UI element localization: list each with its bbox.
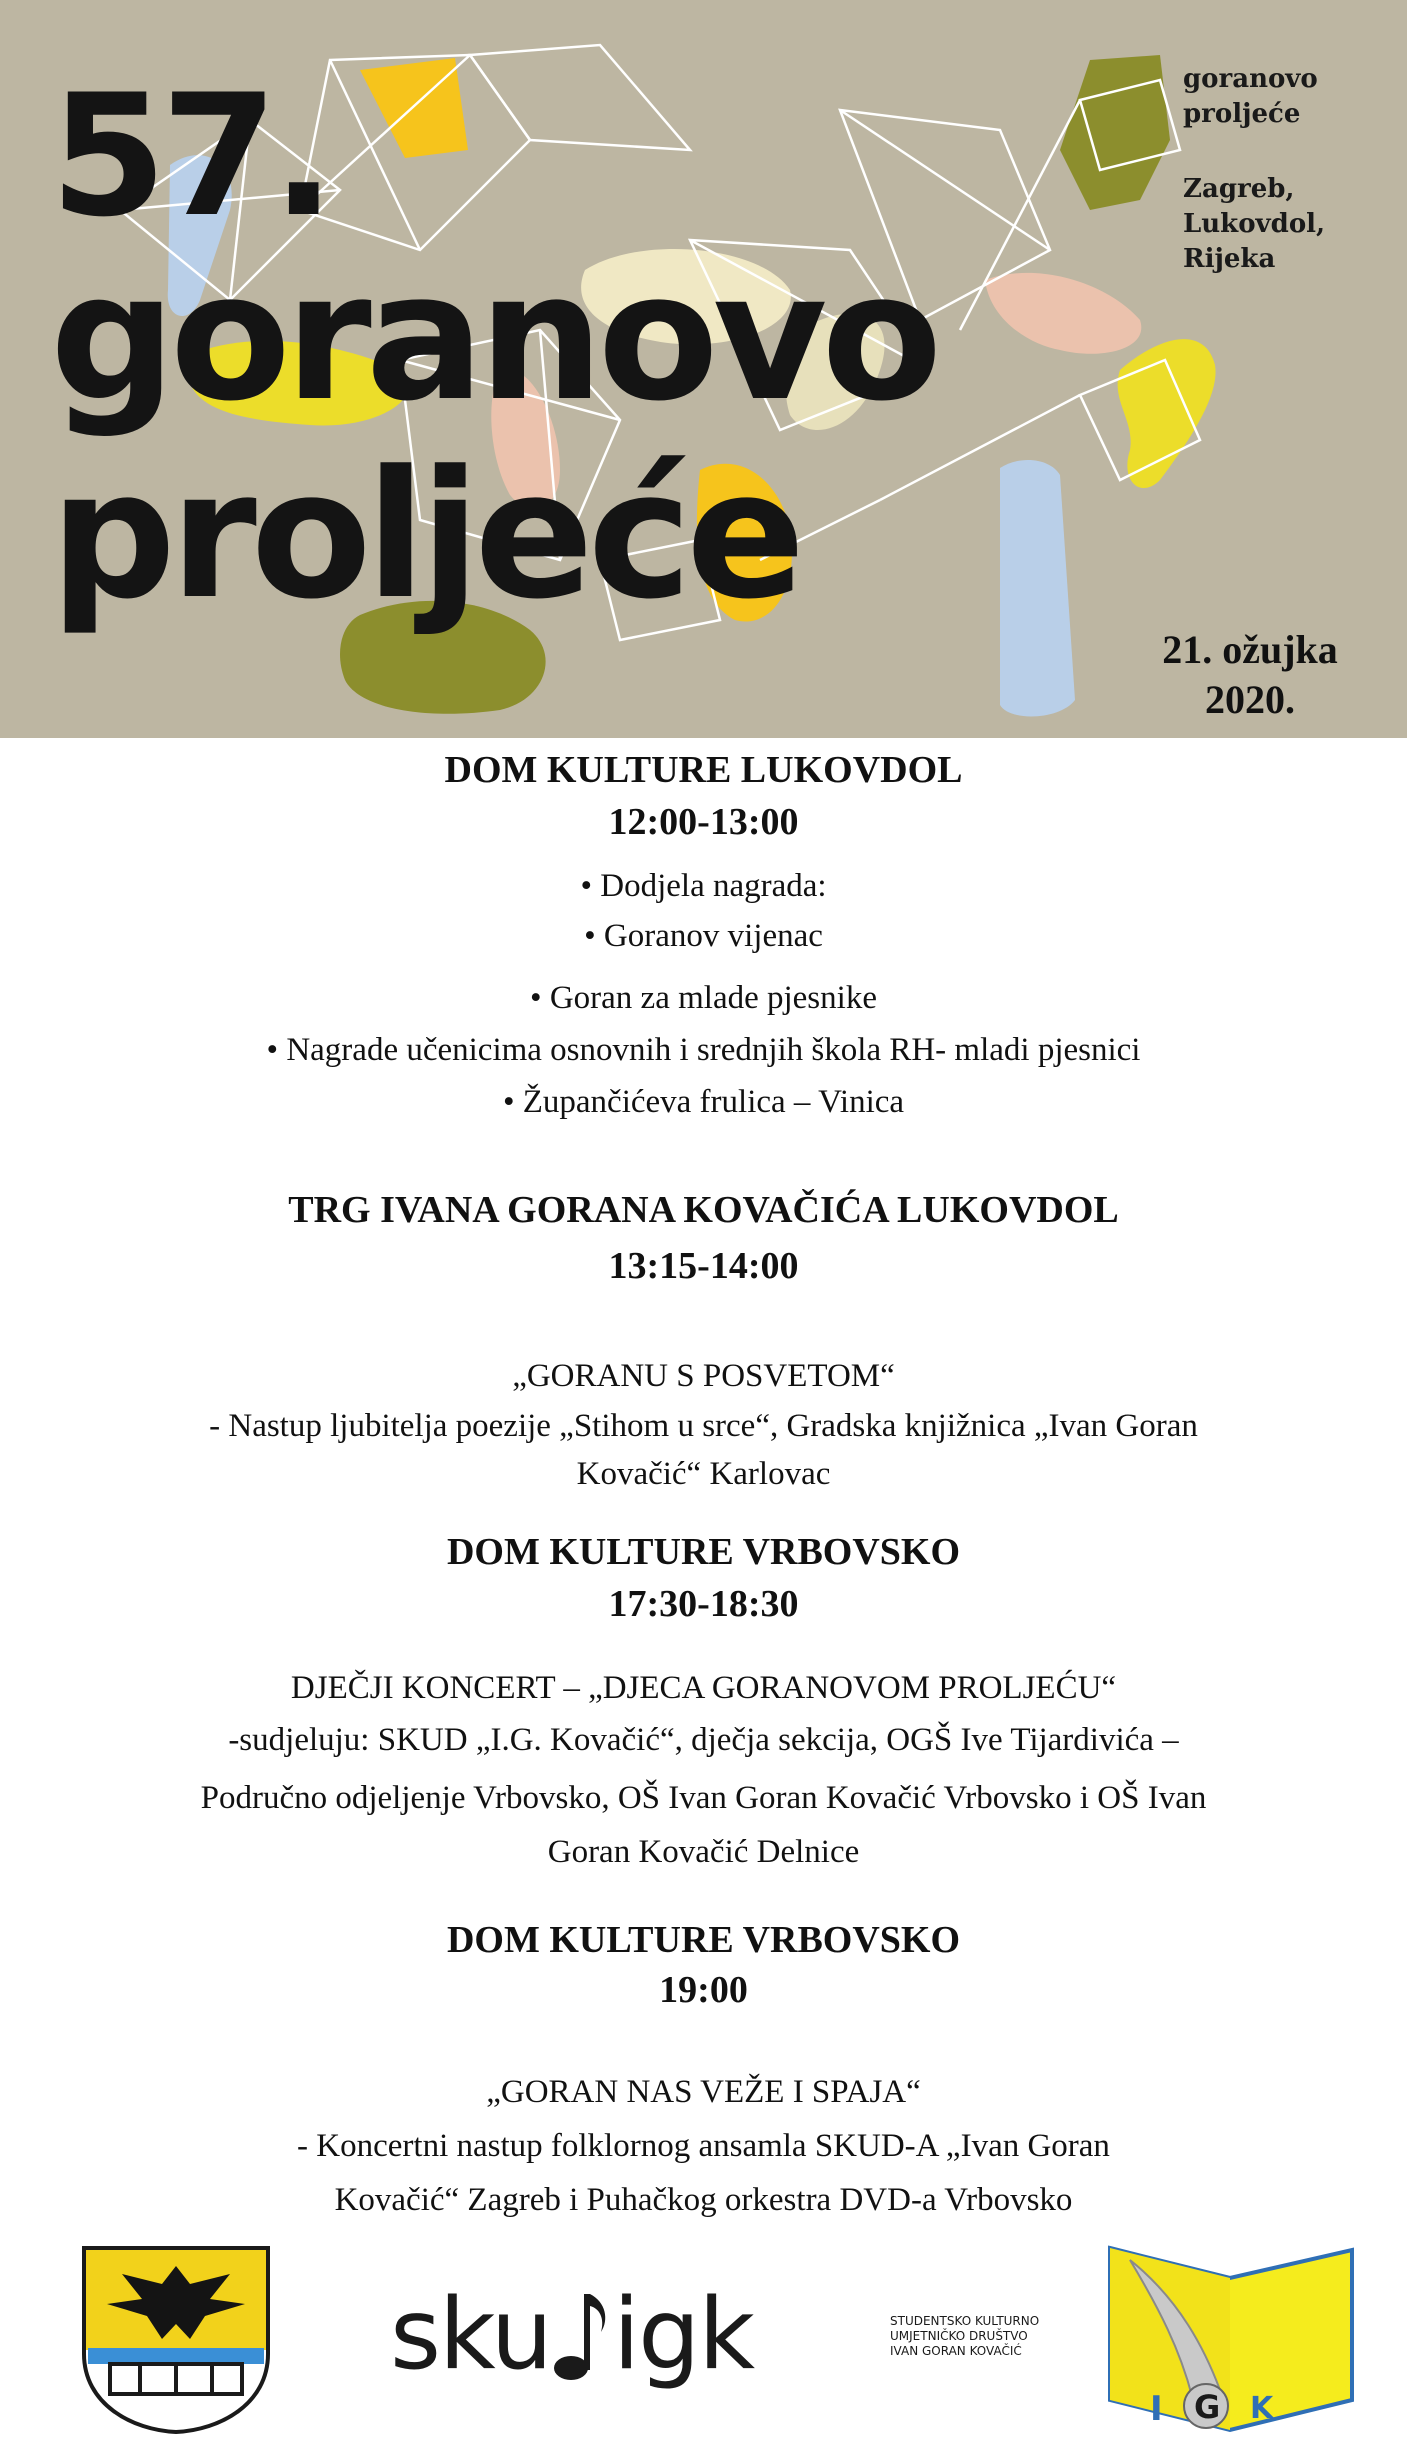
list-item-text: Nagrade učenicima osnovnih i srednjih škola RH- mladi pjesnici xyxy=(286,1032,1141,1068)
program-line: - Nastup ljubitelja poezije „Stihom u srce“, Gradska knjižnica „Ivan Goran xyxy=(209,1408,1198,1444)
igk-letter: G xyxy=(1194,2388,1221,2426)
program-line: DJEČJI KONCERT – „DJECA GORANOVOM PROLJEĆU“ xyxy=(290,1670,1117,1706)
list-item: • Nagrade učenicima osnovnih i srednjih škola RH- mladi pjesnici xyxy=(266,1032,1141,1068)
list-item-text: Goranov vijenac xyxy=(603,918,823,954)
title-line-goranovo: goranovo xyxy=(50,235,937,440)
caption-line: UMJETNIČKO DRUŠTVO xyxy=(890,2329,1028,2343)
city-label: Lukovdol, xyxy=(1183,209,1326,239)
side-title-line: proljeće xyxy=(1183,99,1301,129)
venue-heading: DOM KULTURE VRBOVSKO xyxy=(446,1919,961,1961)
program-line: Kovačić“ Karlovac xyxy=(576,1456,831,1492)
event-date xyxy=(1100,625,1400,725)
program-line: Kovačić“ Zagreb i Puhačkog orkestra DVD-a Vrbovsko xyxy=(334,2182,1073,2218)
coat-of-arms-icon xyxy=(80,2244,272,2434)
caption-line: IVAN GORAN KOVAČIĆ xyxy=(890,2344,1022,2358)
city-label: Zagreb, xyxy=(1183,174,1295,204)
skud-caption xyxy=(890,2314,1039,2359)
title-line-proljece: proljeće xyxy=(50,433,800,638)
side-cities xyxy=(1183,172,1325,277)
skud-wordmark-right: igk xyxy=(612,2278,754,2392)
time-heading: 19:00 xyxy=(659,1969,748,2011)
program-line: „GORANU S POSVETOM“ xyxy=(512,1358,895,1394)
sponsor-logos xyxy=(0,2240,1407,2440)
list-item-text: Dodjela nagrada: xyxy=(600,868,827,904)
program-line: - Koncertni nastup folklornog ansamla SKUD-A „Ivan Goran xyxy=(297,2128,1110,2164)
time-heading: 17:30-18:30 xyxy=(608,1583,799,1625)
program-line: „GORAN NAS VEŽE I SPAJA“ xyxy=(486,2074,921,2110)
igk-library-logo-icon xyxy=(1100,2240,1362,2436)
list-item-text: Župančićeva frulica – Vinica xyxy=(522,1084,905,1120)
list-item: • Goran za mlade pjesnike xyxy=(530,980,877,1016)
caption-line: STUDENTSKO KULTURNO xyxy=(890,2314,1040,2328)
list-item: • Goranov vijenac xyxy=(584,918,823,954)
time-heading: 13:15-14:00 xyxy=(608,1245,799,1287)
date-line: 21. ožujka xyxy=(1162,627,1338,672)
side-title xyxy=(1183,62,1318,132)
skud-wordmark-left: sku xyxy=(390,2278,551,2392)
list-item: • Župančićeva frulica – Vinica xyxy=(502,1084,905,1120)
venue-heading: TRG IVANA GORANA KOVAČIĆA LUKOVDOL xyxy=(288,1189,1119,1231)
date-line: 2020. xyxy=(1205,677,1295,722)
poster-banner xyxy=(0,0,1407,738)
list-item-text: Goran za mlade pjesnike xyxy=(549,980,877,1016)
igk-letter: I xyxy=(1150,2389,1163,2429)
venue-heading: DOM KULTURE LUKOVDOL xyxy=(444,749,963,791)
venue-heading: DOM KULTURE VRBOVSKO xyxy=(446,1531,961,1573)
city-label: Rijeka xyxy=(1183,244,1276,274)
igk-letter: K xyxy=(1250,2391,1274,2426)
skud-logo xyxy=(390,2280,753,2400)
program-line: -sudjeluju: SKUD „I.G. Kovačić“, dječja sekcija, OGŠ Ive Tijardivića – xyxy=(228,1722,1179,1758)
list-item: • Dodjela nagrada: xyxy=(580,868,827,904)
program-line: Područno odjeljenje Vrbovsko, OŠ Ivan Goran Kovačić Vrbovsko i OŠ Ivan xyxy=(200,1780,1207,1816)
time-heading: 12:00-13:00 xyxy=(608,801,799,843)
side-title-line: goranovo xyxy=(1183,64,1318,94)
program-line: Goran Kovačić Delnice xyxy=(547,1834,860,1870)
music-note-icon xyxy=(551,2280,613,2390)
edition-number: 57. xyxy=(50,58,330,254)
